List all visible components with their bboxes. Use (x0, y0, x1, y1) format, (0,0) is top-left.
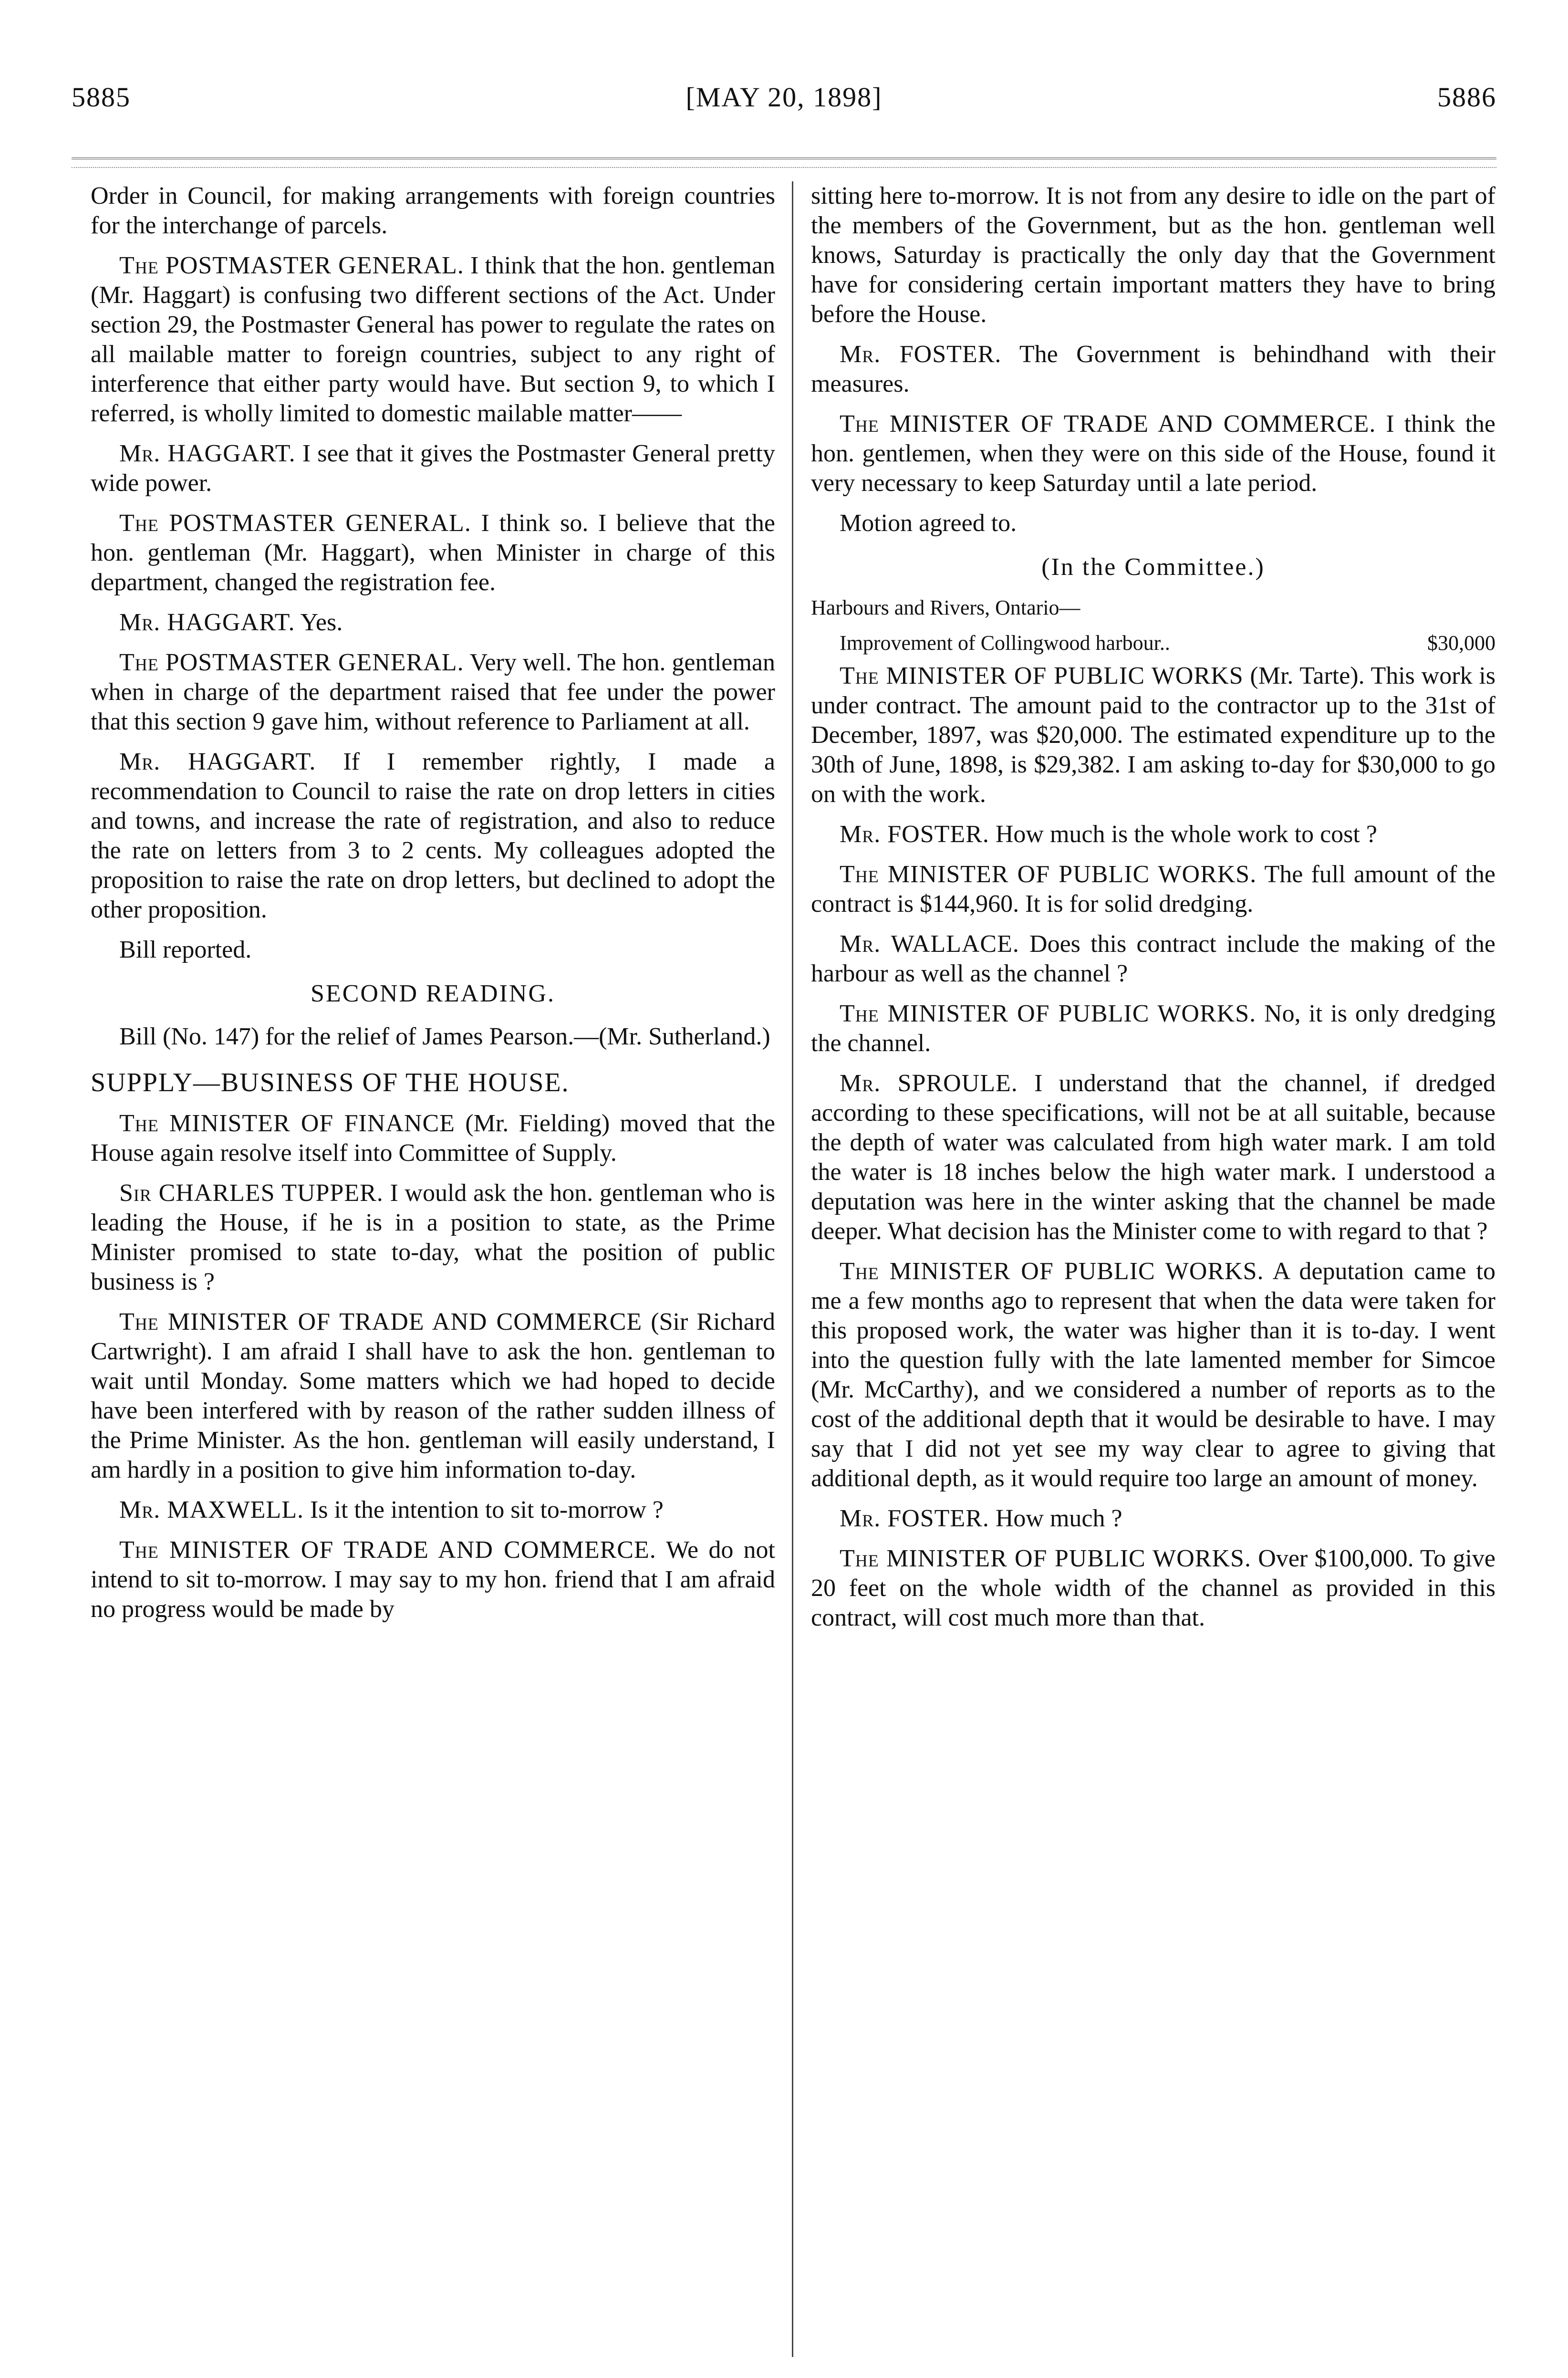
paragraph: Motion agreed to. (840, 510, 1017, 537)
speech (91, 1495, 775, 1525)
speech (811, 929, 1495, 989)
speech (91, 509, 775, 597)
speech-text: How much is the whole work to cost ? (995, 821, 1377, 848)
speaker: Mr. HAGGART. (119, 748, 316, 775)
speech (91, 439, 775, 498)
speaker: The POSTMASTER GENERAL. (119, 252, 464, 279)
speech (811, 1504, 1495, 1533)
speech-text: I would ask the hon. gentleman who is leading the House, if he is in a position to state, as the Prime Minister promised to state to-day, what the position of public business is ? (91, 1179, 775, 1295)
right-page-number: 5886 (1437, 82, 1496, 113)
header-rule-dotted (72, 167, 1496, 168)
speech-text: We do not intend to sit to-morrow. I may say to my hon. friend that I am afraid no progress would be made by (91, 1536, 776, 1623)
speech-text: Yes. (300, 609, 343, 636)
speech (811, 1069, 1495, 1246)
speech-text: I think so. I believe that the hon. gentleman (Mr. Haggart), when Minister in charge of this department, changed the registration fee. (91, 510, 775, 596)
speaker: Mr. SPROULE. (840, 1070, 1018, 1097)
speech (811, 999, 1495, 1058)
speech-text: A deputation came to me a few months ago to represent that when the data were taken for this proposed work, the water was higher than it is to-day. I went into the question fully with the late lamented member for Simcoe (Mr. McCarthy), and we considered a number of reports as to the cost of the additional depth that it would be desirable to have. I may say that I did not yet see my way clear to agree to giving that additional depth, as it would require too large an amount of money. (811, 1258, 1496, 1492)
speech-text: Very well. The hon. gentleman when in charge of the department raised that fee under the power that this section 9 gave him, without reference to Parliament at all. (91, 649, 776, 735)
header-rule (72, 157, 1496, 159)
speaker: The MINISTER OF TRADE AND COMMERCE. (119, 1536, 656, 1564)
speech-text: I see that it gives the Postmaster General pretty wide power. (91, 440, 776, 497)
speech (91, 1109, 775, 1168)
paragraph: Bill (No. 147) for the relief of James Pearson.—(Mr. Sutherland.) (119, 1023, 770, 1050)
estimate-heading: Harbours and Rivers, Ontario— (811, 596, 1080, 619)
speaker: Mr. WALLACE. (840, 930, 1019, 958)
section-heading: SECOND READING. (311, 980, 555, 1007)
speech-text: Does this contract include the making of the harbour as well as the channel ? (811, 930, 1496, 987)
speech-text: Is it the intention to sit to-morrow ? (310, 1496, 664, 1523)
speaker: The POSTMASTER GENERAL. (119, 510, 471, 537)
speaker: The POSTMASTER GENERAL. (119, 649, 464, 676)
speaker: The MINISTER OF TRADE AND COMMERCE (119, 1308, 643, 1335)
section-heading: SUPPLY—BUSINESS OF THE HOUSE. (91, 1068, 570, 1097)
speech (91, 747, 775, 925)
speech-text: I understand that the channel, if dredged according to these specifications, will not be at all suitable, because the depth of water was calculated from high water mark. I am told the water is 18 inches below the high water mark. I understood a deputation was here in the winter asking that the channel be made deeper. What decision has the Minister come to with regard to that ? (811, 1070, 1496, 1245)
speech-text: How much ? (995, 1505, 1122, 1532)
speaker: Mr. FOSTER. (840, 821, 989, 848)
paragraph: sitting here to-morrow. It is not from any desire to idle on the part of the members of the Government, but as the hon. gentleman well knows, Saturday is practically the only day that the Government have for considering certain important matters they have to bring before the House. (811, 182, 1495, 328)
speech (91, 608, 775, 637)
left-column (91, 181, 775, 1635)
paragraph: Bill reported. (119, 936, 252, 963)
speaker: Mr. HAGGART. (119, 609, 295, 636)
speaker: Mr. FOSTER. (840, 341, 1002, 368)
speech (811, 340, 1495, 399)
speech-text: (Mr. Tarte). This work is under contract. The amount paid to the contractor up to the 31st of December, 1897, was $20,000. The estimated expenditure up to the 30th of June, 1898, is $29,382. I am asking to-day for $30,000 to go on with the work. (811, 662, 1496, 808)
speech-text: No, it is only dredging the channel. (811, 1000, 1496, 1057)
speaker: Mr. MAXWELL. (119, 1496, 304, 1523)
speech (811, 1544, 1495, 1633)
speaker: Sir CHARLES TUPPER. (119, 1179, 384, 1207)
speech-text: (Sir Richard Cartwright). I am afraid I shall have to ask the hon. gentleman to wait until Monday. Some matters which we had hoped to decide have been interfered with by reason of the rather sudden illness of the Prime Minister. As the hon. gentleman will easily understand, I am hardly in a position to give him information to-day. (91, 1308, 776, 1483)
speech-text: (Mr. Fielding) moved that the House again resolve itself into Committee of Supply. (91, 1110, 776, 1167)
paragraph: Order in Council, for making arrangements with foreign countries for the interchange of parcels. (91, 182, 775, 239)
speech-text: I think that the hon. gentleman (Mr. Haggart) is confusing two different sections of the Act. Under section 29, the Postmaster General has power to regulate the rates on all mailable matter to foreign countries, subject to any right of interference that either party would have. But section 9, to which I referred, is wholly limited to domestic mailable matter—— (91, 252, 776, 427)
column-divider (792, 181, 793, 2357)
speech-text: I think the hon. gentlemen, when they were on this side of the House, found it very necessary to keep Saturday until a late period. (811, 410, 1496, 497)
estimate-line (811, 631, 1495, 656)
speaker: Mr. FOSTER. (840, 1505, 989, 1532)
speech (811, 409, 1495, 498)
speech (91, 1179, 775, 1297)
speech (811, 820, 1495, 849)
estimate-amount: $30,000 (1427, 631, 1495, 655)
speech (91, 251, 775, 428)
speaker: The MINISTER OF PUBLIC WORKS. (840, 1258, 1264, 1285)
speaker: The MINISTER OF PUBLIC WORKS. (840, 861, 1257, 888)
right-column (811, 181, 1495, 1643)
speaker: Mr. HAGGART. (119, 440, 296, 467)
speech-text: If I remember rightly, I made a recommendation to Council to raise the rate on drop letters in cities and towns, and increase the rate of registration, and also to reduce the rate on letters from 3 to 2 cents. My colleagues adopted the proposition to raise the rate on drop letters, but declined to adopt the other proposition. (91, 748, 775, 923)
page-header (72, 67, 1496, 115)
speech (811, 1257, 1495, 1493)
speech (811, 860, 1495, 919)
speaker: The MINISTER OF PUBLIC WORKS. (840, 1545, 1251, 1572)
speech (91, 1307, 775, 1485)
speech (91, 1535, 775, 1624)
committee-heading: (In the Committee.) (1041, 553, 1265, 581)
left-page-number: 5885 (72, 82, 131, 113)
estimate-label: Improvement of Collingwood harbour.. (840, 631, 1170, 655)
speaker: The MINISTER OF PUBLIC WORKS. (840, 1000, 1256, 1027)
speech-text: Over $100,000. To give 20 feet on the whole width of the channel as provided in this contract, will cost much more than that. (811, 1545, 1496, 1631)
speech-text: The full amount of the contract is $144,960. It is for solid dredging. (811, 861, 1496, 918)
speech (91, 648, 775, 737)
speech (811, 661, 1495, 809)
page-date: [MAY 20, 1898] (685, 82, 883, 113)
speaker: The MINISTER OF PUBLIC WORKS (840, 662, 1244, 689)
speaker: The MINISTER OF TRADE AND COMMERCE. (840, 410, 1376, 438)
speech-text: The Government is behindhand with their measures. (811, 341, 1495, 397)
speaker: The MINISTER OF FINANCE (119, 1110, 455, 1137)
